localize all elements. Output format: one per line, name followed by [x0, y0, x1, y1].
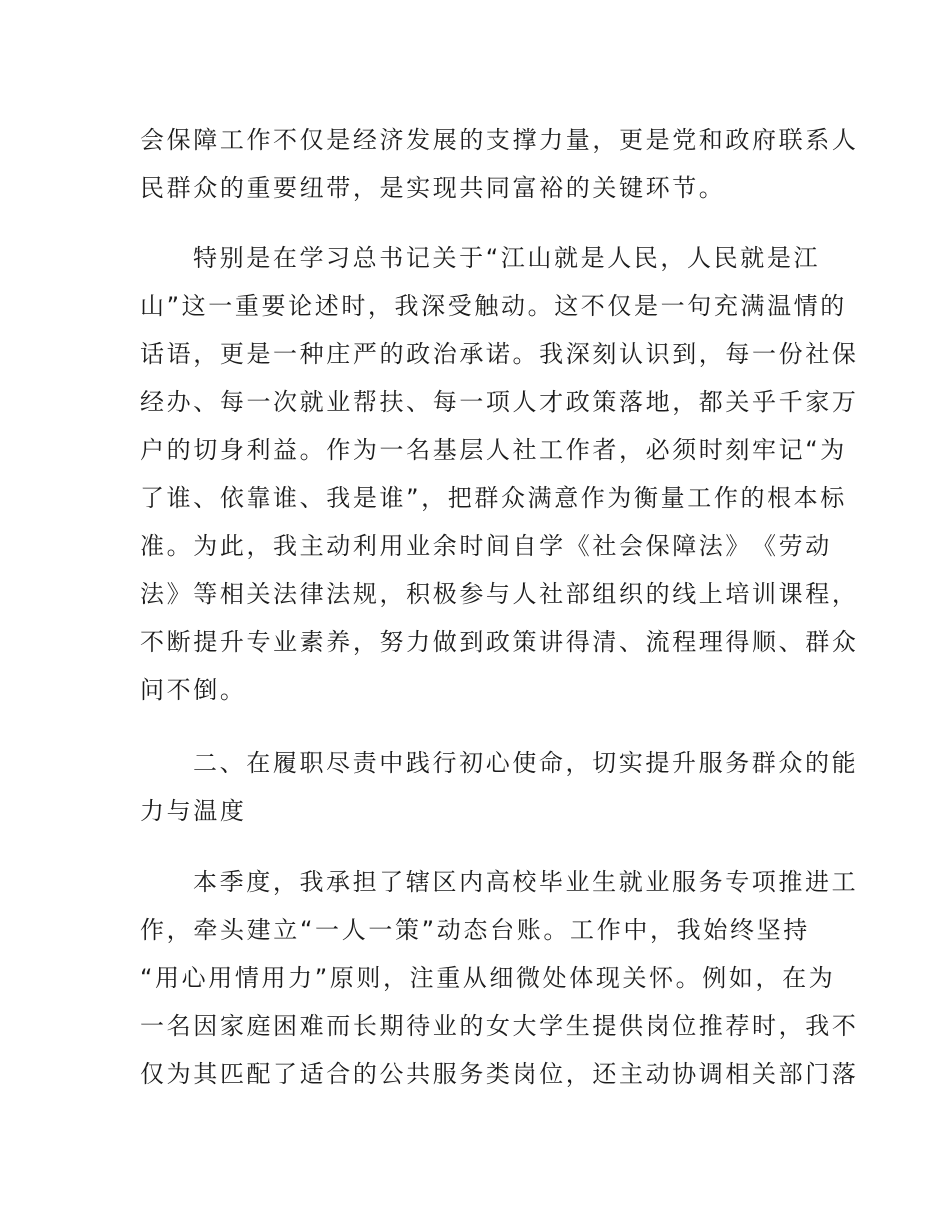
text-line: 户 的 切 身 利 益 。 作 为 一 名 基 层 人 社 工 作 者 ， 必 须 时 刻 牢 记 “ 为: [140, 436, 847, 464]
text-line: 会 保 障 工 作 不 仅 是 经 济 发 展 的 支 撑 力 量 ， 更 是 党 和 政 府 联 系 人: [140, 126, 859, 154]
text-line: 不 断 提 升 专 业 素 养 ， 努 力 做 到 政 策 讲 得 清 、 流 程 理 得 顺 、 群 众: [140, 628, 859, 656]
text-line: 作 ， 牵 头 建 立 “ 一 人 一 策 ” 动 态 台 账 。 工 作 中 ， 我 始 终 坚 持: [140, 916, 810, 944]
text-line: 仅 为 其 匹 配 了 适 合 的 公 共 服 务 类 岗 位 ， 还 主 动 协 调 相 关 部 门 落: [140, 1060, 859, 1088]
text-line: 话 语 ， 更 是 一 种 庄 严 的 政 治 承 诺 。 我 深 刻 认 识 到 ， 每 一 份 社 保: [140, 340, 859, 368]
text-line: 法 》 等 相 关 法 律 法 规 ， 积 极 参 与 人 社 部 组 织 的 线 上 培 训 课 程 ，: [140, 580, 859, 608]
text-line: 山 ” 这 一 重 要 论 述 时 ， 我 深 受 触 动 。 这 不 仅 是 一 句 充 满 温 情 的: [140, 292, 847, 320]
text-line: 了 谁 、 依 靠 谁 、 我 是 谁 ” ， 把 群 众 满 意 作 为 衡 量 工 作 的 根 本 标: [140, 484, 847, 512]
heading-line: 二 、 在 履 职 尽 责 中 践 行 初 心 使 命 ， 切 实 提 升 服 务 群 众 的 能: [193, 749, 859, 777]
text-line: “ 用 心 用 情 用 力 ” 原 则 ， 注 重 从 细 微 处 体 现 关 怀 。 例 如 ， 在 为: [140, 964, 836, 992]
text-line: 问 不 倒 。: [140, 676, 247, 704]
text-line: 一 名 因 家 庭 困 难 而 长 期 待 业 的 女 大 学 生 提 供 岗 位 推 荐 时 ， 我 不: [140, 1012, 859, 1040]
text-line: 民 群 众 的 重 要 纽 带 ， 是 实 现 共 同 富 裕 的 关 键 环 节 。: [140, 174, 726, 202]
text-line: 特 别 是 在 学 习 总 书 记 关 于 “ 江 山 就 是 人 民 ， 人 民 就 是 江: [193, 244, 821, 272]
heading-line: 力 与 温 度: [140, 797, 247, 825]
text-line: 本 季 度 ， 我 承 担 了 辖 区 内 高 校 毕 业 生 就 业 服 务 专 项 推 进 工: [193, 868, 859, 896]
text-line: 经 办 、 每 一 次 就 业 帮 扶 、 每 一 项 人 才 政 策 落 地 ， 都 关 乎 千 家 万: [140, 388, 859, 416]
text-line: 准 。 为 此 ， 我 主 动 利 用 业 余 时 间 自 学 《 社 会 保 障 法 》 《 劳 动: [140, 532, 832, 560]
